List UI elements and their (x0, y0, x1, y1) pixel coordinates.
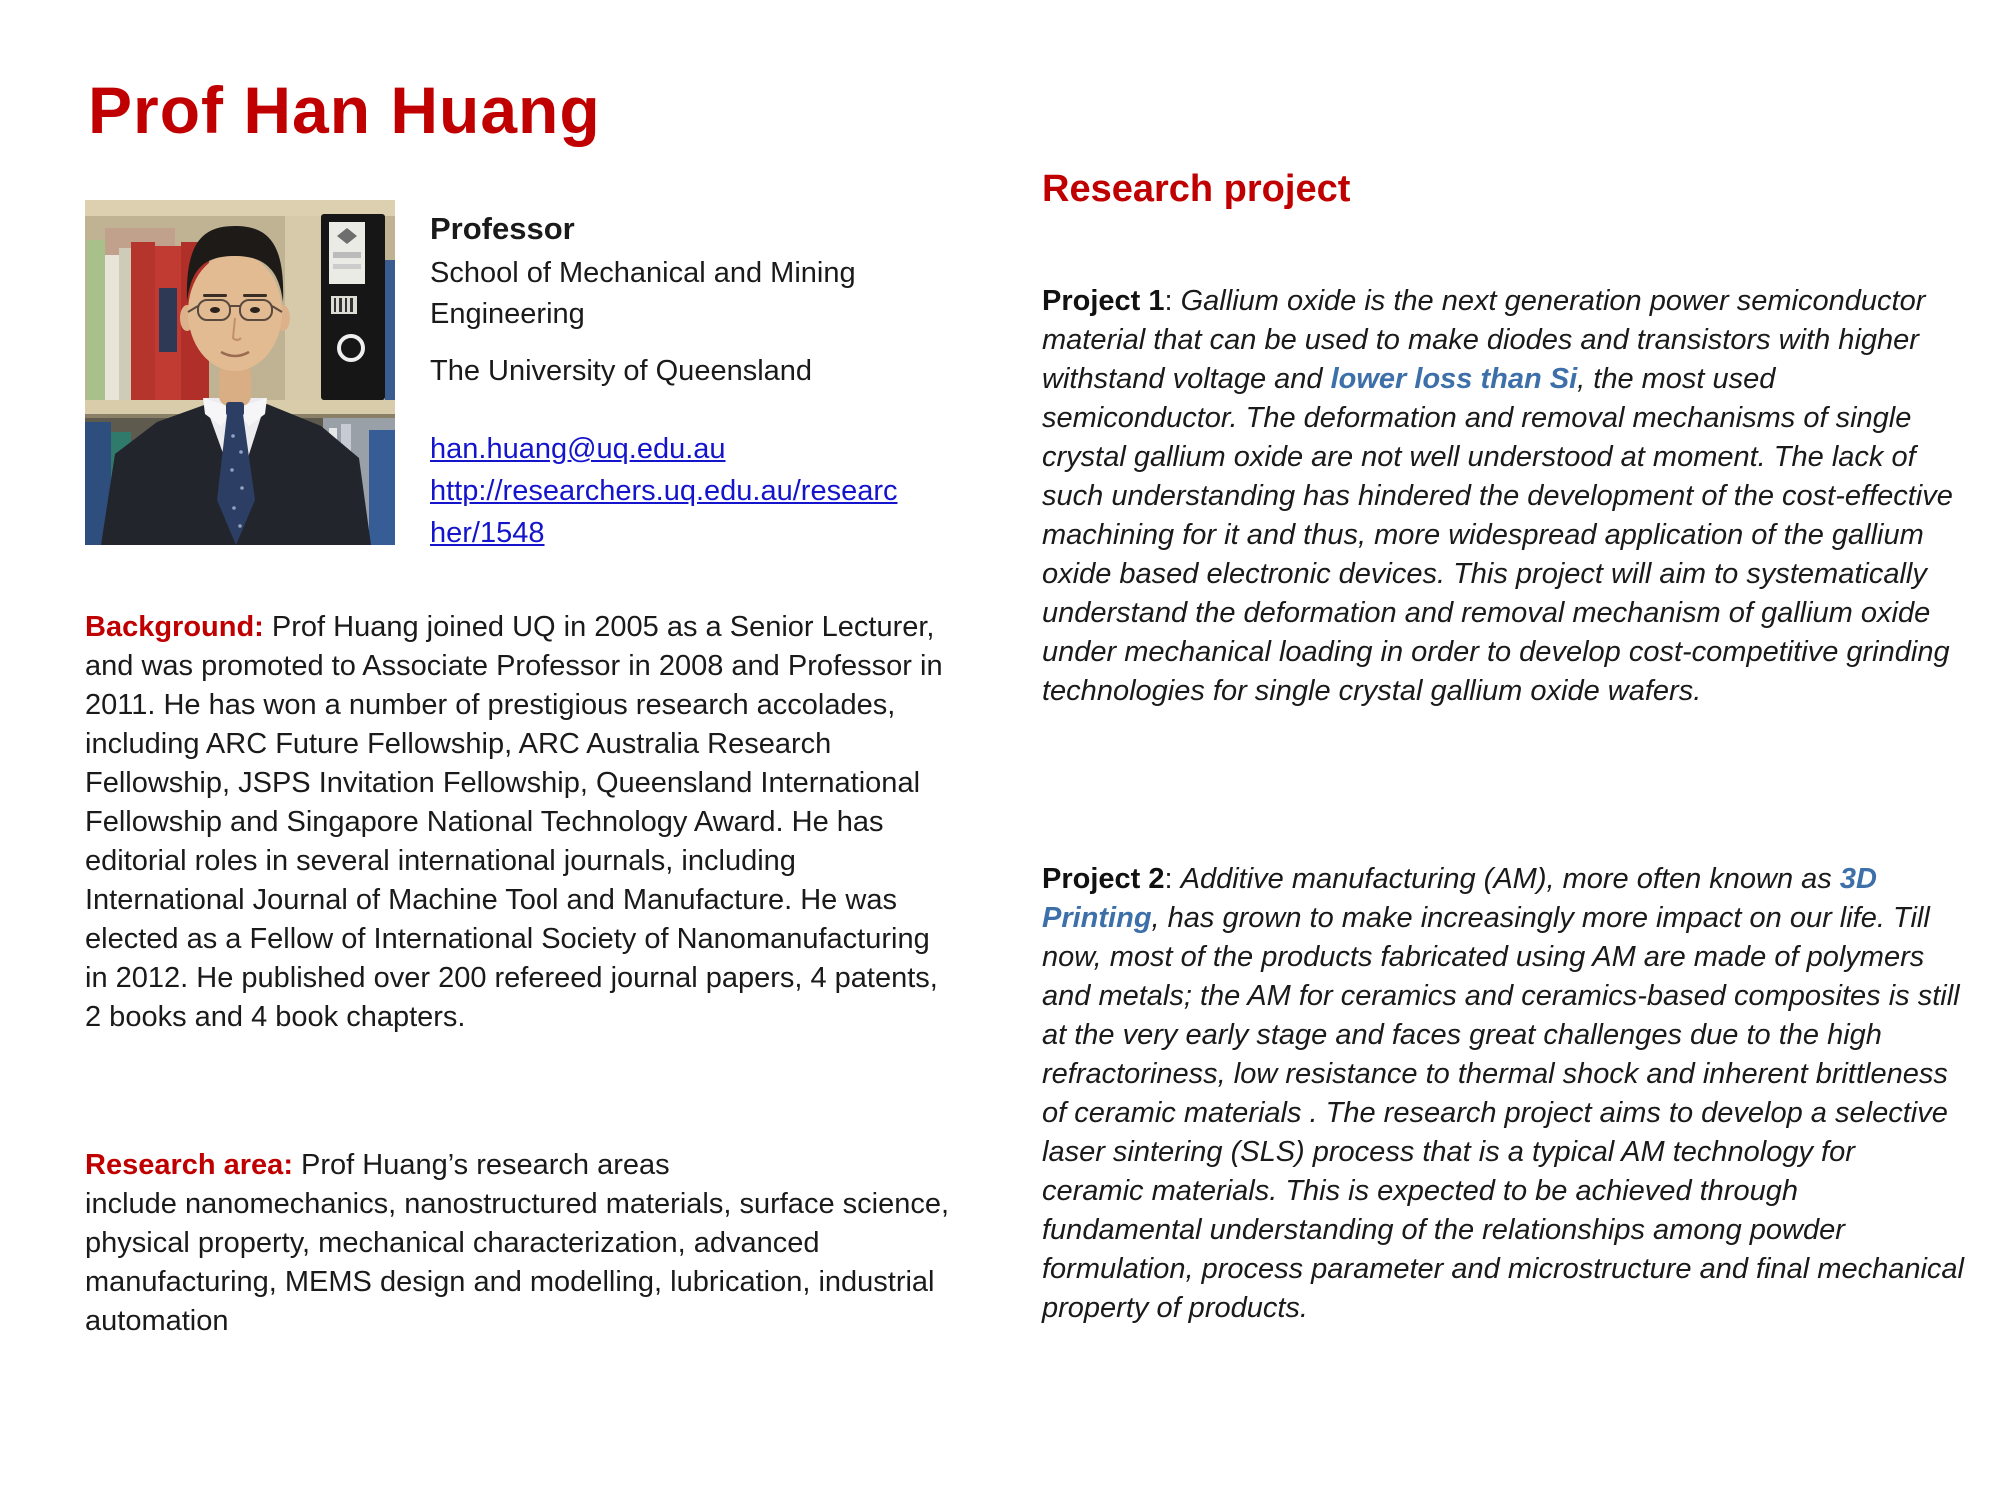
project2-colon: : (1164, 863, 1181, 895)
researcher-profile-link[interactable]: http://researchers.uq.edu.au/researcher/1548 (430, 475, 898, 549)
project1-text-part1: Gallium oxide is the next generation power semiconductor material that can be used to make diodes and transistors with higher withstand voltage and (1042, 285, 1926, 395)
project2-paragraph (1042, 860, 1964, 1328)
background-label: Background: (85, 611, 264, 643)
project2-highlight: 3D Printing (1042, 863, 1877, 934)
project1-colon: : (1164, 285, 1181, 317)
research-area-text: include nanomechanics, nanostructured materials, surface science, physical property, mechanical characterization, advanced manufacturing, MEMS design and modelling, lubrication, industrial automation (85, 1188, 950, 1337)
email-link[interactable]: han.huang@uq.edu.au (430, 433, 726, 465)
profile-university: The University of Queensland (430, 355, 813, 387)
project1-label: Project 1 (1042, 285, 1165, 317)
project1-highlight: lower loss than Si (1330, 363, 1578, 395)
project2-label: Project 2 (1042, 863, 1165, 895)
project1-paragraph (1042, 282, 1964, 711)
profile-links (430, 428, 900, 554)
page-title: Prof Han Huang (88, 73, 601, 147)
research-area-paragraph (85, 1146, 965, 1341)
background-text: Prof Huang joined UQ in 2005 as a Senior Lecturer, and was promoted to Associate Professor in 2008 and Professor in 2011. He has won a number of prestigious research accolades, including ARC Future Fellowship, ARC Australia Research Fellowship, JSPS Invitation Fellowship, Queensland International Fellowship and Singapore National Technology Award. He has editorial roles in several international journals, including International Journal of Machine Tool and Manufacture. He was elected as a Fellow of International Society of Nanomanufacturing in 2012. He published over 200 refereed journal papers, 4 patents, 2 books and 4 book chapters. (85, 611, 943, 1033)
project2-text-part2: , has grown to make increasingly more impact on our life. Till now, most of the products fabricated using AM are made of polymers and metals; the AM for ceramics and ceramics-based composites is still at the very early stage and faces great challenges due to the high refractoriness, low resistance to thermal shock and inherent brittleness of ceramic materials . The research project aims to develop a selective laser sintering (SLS) process that is a typical AM technology for ceramic materials. This is expected to be achieved through fundamental understanding of the relationships among powder formulation, process parameter and microstructure and final mechanical property of products. (1042, 902, 1964, 1324)
research-area-intro: Prof Huang’s research areas (292, 1149, 670, 1181)
background-paragraph (85, 608, 953, 1037)
profile-role: Professor (430, 211, 575, 246)
project2-text-part1: Additive manufacturing (AM), more often known as (1180, 863, 1840, 895)
portrait-illustration (85, 200, 395, 545)
research-project-heading: Research project (1042, 168, 1351, 210)
research-area-label: Research area: (85, 1149, 293, 1181)
profile-school: School of Mechanical and Mining Engineering (430, 257, 856, 330)
project1-text-part2: , the most used semiconductor. The deformation and removal mechanisms of single crystal gallium oxide are not well understood at moment. The lack of such understanding has hindered the development of the cost-effective machining for it and thus, more widespread application of the gallium oxide based electronic devices. This project will aim to systematically understand the deformation and removal mechanism of gallium oxide under mechanical loading in order to develop cost-competitive grinding technologies for single crystal gallium oxide wafers. (1042, 363, 1953, 707)
profile-info (430, 208, 930, 554)
profile-photo (85, 200, 395, 545)
